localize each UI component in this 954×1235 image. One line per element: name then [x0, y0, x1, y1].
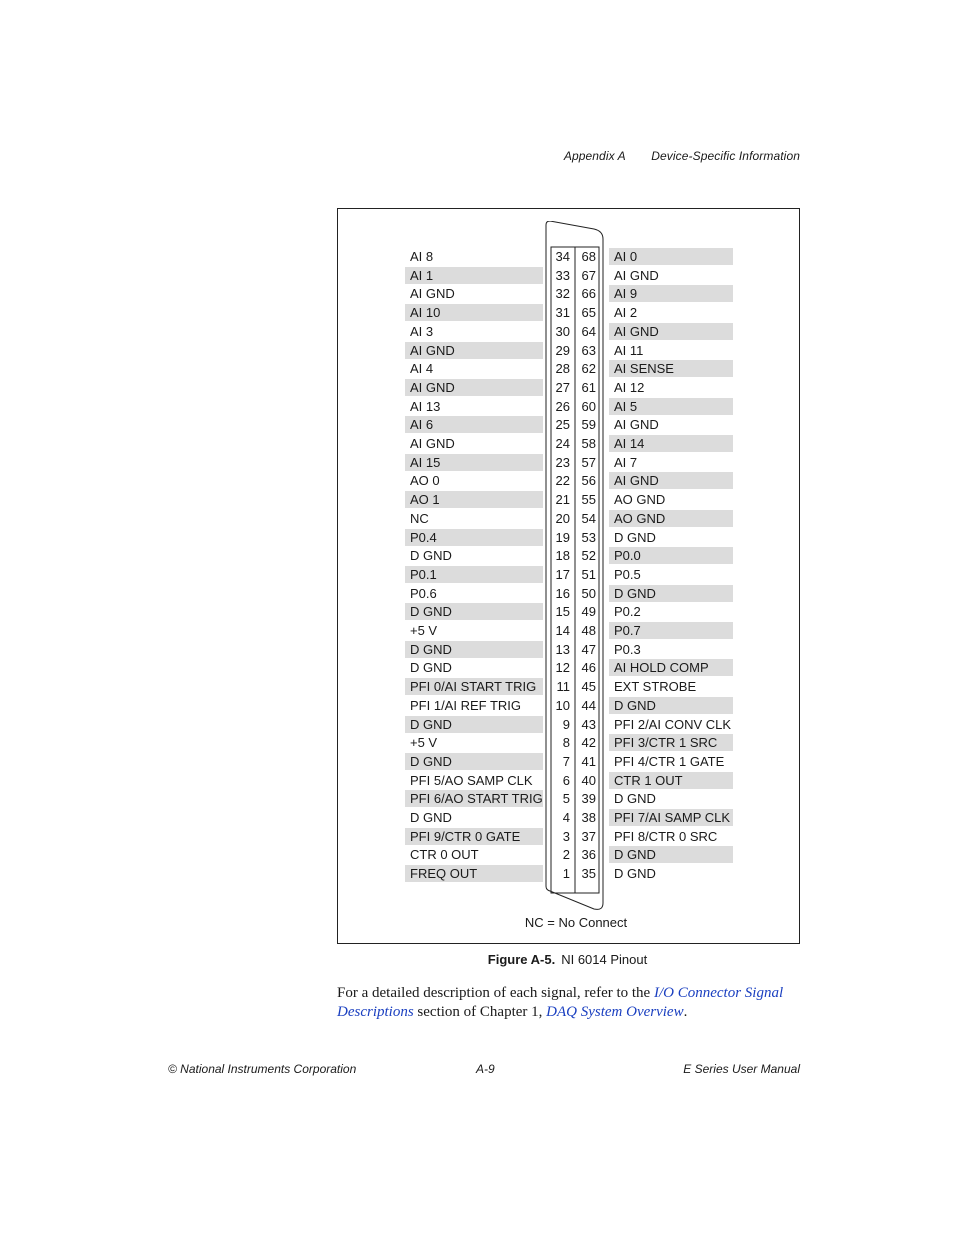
- right-pin-number: 51: [581, 566, 596, 582]
- body-paragraph: [337, 984, 807, 1022]
- left-pin-number: 25: [555, 417, 570, 433]
- right-signal-label: D GND: [609, 585, 733, 602]
- right-pin-number: 42: [581, 735, 596, 751]
- right-signal-label: P0.2: [614, 604, 641, 620]
- right-pin-number: 40: [581, 772, 596, 788]
- figure-caption: [337, 952, 798, 967]
- right-signal-label: AI 9: [609, 285, 733, 302]
- right-pin-number: 61: [581, 379, 596, 395]
- left-signal-label: D GND: [410, 660, 452, 676]
- pinout-row: [338, 622, 799, 640]
- right-pin-number: 56: [581, 473, 596, 489]
- pinout-row: [338, 716, 799, 734]
- right-pin-number: 43: [581, 716, 596, 732]
- left-pin-number: 31: [555, 305, 570, 321]
- left-pin-number: 16: [555, 585, 570, 601]
- nc-legend: NC = No Connect: [524, 915, 628, 930]
- pinout-row: [338, 248, 799, 266]
- right-signal-label: AI GND: [614, 267, 659, 283]
- left-signal-label: AI GND: [410, 286, 455, 302]
- left-signal-label: P0.4: [405, 529, 543, 546]
- pinout-row: [338, 659, 799, 677]
- pinout-row: [338, 285, 799, 303]
- left-signal-label: CTR 0 OUT: [410, 847, 479, 863]
- left-pin-number: 9: [562, 716, 570, 732]
- body-end: .: [683, 1004, 688, 1020]
- right-signal-label: AI 5: [609, 398, 733, 415]
- pinout-row: [338, 603, 799, 621]
- left-pin-number: 32: [555, 286, 570, 302]
- left-signal-label: AI 3: [410, 323, 434, 339]
- pinout-row: [338, 529, 799, 547]
- pinout-row: [338, 267, 799, 285]
- left-signal-label: P0.6: [410, 585, 437, 601]
- right-pin-number: 64: [581, 323, 596, 339]
- left-pin-number: 20: [555, 510, 570, 526]
- left-signal-label: AI 15: [405, 454, 543, 471]
- right-pin-number: 58: [581, 436, 596, 451]
- right-pin-number: 60: [581, 398, 596, 414]
- left-pin-number: 26: [555, 398, 570, 414]
- right-signal-label: AO GND: [609, 510, 733, 527]
- pinout-row: [338, 398, 799, 416]
- right-signal-label: P0.0: [609, 547, 733, 564]
- left-signal-label: AI GND: [410, 436, 455, 451]
- left-signal-label: PFI 6/AO START TRIG: [405, 790, 543, 807]
- left-signal-label: P0.1: [405, 566, 543, 583]
- right-signal-label: PFI 2/AI CONV CLK: [614, 716, 732, 732]
- right-signal-label: AI 7: [614, 454, 638, 470]
- left-signal-label: NC: [410, 510, 429, 526]
- right-signal-label: PFI 3/CTR 1 SRC: [609, 734, 733, 751]
- right-signal-label: AI 2: [614, 305, 638, 321]
- left-pin-number: 34: [555, 249, 570, 264]
- right-pin-number: 62: [581, 361, 596, 377]
- right-pin-number: 36: [581, 847, 596, 863]
- right-signal-label: AI GND: [614, 417, 659, 433]
- page-footer: [168, 1062, 800, 1078]
- right-signal-label: D GND: [609, 697, 733, 714]
- right-pin-number: 68: [581, 249, 596, 264]
- right-signal-label: P0.5: [614, 566, 641, 582]
- pinout-row: [338, 416, 799, 434]
- right-pin-number: 63: [581, 342, 596, 358]
- page-header: [564, 149, 800, 163]
- right-signal-label: PFI 4/CTR 1 GATE: [614, 753, 725, 769]
- pinout-row: [338, 772, 799, 790]
- right-pin-number: 52: [581, 548, 596, 564]
- figure-title: NI 6014 Pinout: [561, 952, 648, 967]
- left-signal-label: AI 10: [405, 304, 543, 321]
- left-signal-label: AI 4: [410, 361, 434, 377]
- pinout-row: [338, 828, 799, 846]
- pinout-row: [338, 454, 799, 472]
- left-signal-label: D GND: [405, 603, 543, 620]
- pinout-row: [338, 491, 799, 509]
- footer-page-number: A-9: [476, 1062, 495, 1076]
- pinout-row: [338, 435, 799, 453]
- figure-label: Figure A-5.: [487, 952, 556, 967]
- left-pin-number: 23: [555, 454, 570, 470]
- right-signal-label: AI 0: [609, 248, 733, 265]
- right-signal-label: AI 12: [614, 379, 645, 395]
- left-pin-number: 4: [562, 810, 570, 825]
- left-signal-label: PFI 9/CTR 0 GATE: [405, 828, 543, 845]
- left-pin-number: 15: [555, 604, 570, 620]
- right-pin-number: 46: [581, 660, 596, 676]
- left-signal-label: D GND: [410, 548, 452, 564]
- left-signal-label: AI 1: [405, 267, 543, 284]
- pinout-row: [338, 379, 799, 397]
- left-signal-label: AI 8: [410, 249, 434, 264]
- left-pin-number: 5: [562, 791, 570, 807]
- pinout-figure: [337, 208, 800, 944]
- right-pin-number: 41: [581, 753, 596, 769]
- pinout-row: [338, 790, 799, 808]
- left-pin-number: 14: [555, 623, 570, 638]
- right-pin-number: 54: [581, 510, 596, 526]
- right-pin-number: 50: [581, 585, 596, 601]
- right-signal-label: CTR 1 OUT: [609, 772, 733, 789]
- right-signal-label: AI GND: [609, 472, 733, 489]
- left-signal-label: AI 13: [410, 398, 441, 414]
- right-signal-label: EXT STROBE: [614, 679, 697, 695]
- left-pin-number: 2: [562, 847, 570, 863]
- right-pin-number: 59: [581, 417, 596, 433]
- left-pin-number: 3: [562, 828, 570, 844]
- left-signal-label: D GND: [405, 641, 543, 658]
- pinout-row: [338, 323, 799, 341]
- left-signal-label: +5 V: [410, 735, 438, 751]
- right-pin-number: 35: [581, 866, 596, 882]
- pinout-row: [338, 342, 799, 360]
- left-pin-number: 28: [555, 361, 570, 377]
- right-signal-label: D GND: [614, 791, 656, 807]
- left-pin-number: 12: [555, 660, 570, 676]
- pinout-row: [338, 734, 799, 752]
- right-signal-label: AI SENSE: [609, 360, 733, 377]
- footer-manual-title: E Series User Manual: [683, 1062, 800, 1076]
- right-signal-label: AI HOLD COMP: [609, 659, 733, 676]
- pinout-row: [338, 753, 799, 771]
- right-pin-number: 44: [581, 697, 596, 713]
- right-pin-number: 37: [581, 828, 596, 844]
- left-signal-label: AI 6: [405, 416, 543, 433]
- left-pin-number: 11: [556, 679, 570, 695]
- left-pin-number: 21: [555, 492, 570, 508]
- left-signal-label: D GND: [405, 716, 543, 733]
- body-middle: section of Chapter 1,: [413, 1004, 547, 1020]
- pinout-row: [338, 547, 799, 565]
- right-pin-number: 57: [581, 454, 596, 470]
- right-signal-label: D GND: [609, 846, 733, 863]
- left-signal-label: D GND: [410, 810, 452, 825]
- left-signal-label: PFI 5/AO SAMP CLK: [410, 772, 533, 788]
- right-signal-label: D GND: [614, 529, 656, 545]
- right-pin-number: 39: [581, 791, 596, 807]
- right-pin-number: 65: [581, 305, 596, 321]
- left-pin-number: 24: [555, 436, 570, 451]
- right-pin-number: 55: [581, 492, 596, 508]
- left-pin-number: 8: [562, 735, 570, 751]
- body-intro: For a detailed description of each signal, refer to the: [337, 985, 654, 1001]
- left-pin-number: 27: [555, 379, 570, 395]
- left-pin-number: 29: [555, 342, 570, 358]
- pinout-row: [338, 865, 799, 883]
- pinout-row: [338, 304, 799, 322]
- left-pin-number: 17: [555, 566, 570, 582]
- left-signal-label: AI GND: [405, 342, 543, 359]
- left-signal-label: AI GND: [405, 379, 543, 396]
- right-signal-label: AI 11: [614, 342, 644, 358]
- left-pin-number: 1: [562, 866, 570, 882]
- left-signal-label: PFI 0/AI START TRIG: [405, 678, 543, 695]
- signal-descriptions-link[interactable]: I/O Connector Signal Descriptions: [337, 985, 784, 1020]
- left-pin-number: 33: [555, 267, 570, 283]
- pinout-row: [338, 510, 799, 528]
- left-pin-number: 18: [555, 548, 570, 564]
- right-pin-number: 48: [581, 623, 596, 638]
- pinout-row: [338, 360, 799, 378]
- pinout-row: [338, 697, 799, 715]
- right-signal-label: PFI 8/CTR 0 SRC: [614, 828, 718, 844]
- pinout-row: [338, 641, 799, 659]
- pinout-row: [338, 472, 799, 490]
- left-pin-number: 7: [562, 753, 570, 769]
- right-signal-label: PFI 7/AI SAMP CLK: [609, 809, 733, 826]
- right-signal-label: P0.7: [609, 622, 733, 639]
- right-pin-number: 45: [581, 679, 596, 695]
- left-pin-number: 30: [555, 323, 570, 339]
- left-pin-number: 6: [562, 772, 570, 788]
- footer-copyright: © National Instruments Corporation: [168, 1062, 357, 1076]
- left-signal-label: PFI 1/AI REF TRIG: [410, 697, 522, 713]
- right-signal-label: AO GND: [614, 492, 666, 508]
- pinout-row: [338, 585, 799, 603]
- right-signal-label: AI 14: [609, 435, 733, 452]
- header-chapter: Appendix A: [563, 149, 626, 163]
- right-pin-number: 53: [581, 529, 596, 545]
- left-signal-label: AO 1: [405, 491, 543, 508]
- right-pin-number: 67: [581, 267, 596, 283]
- left-signal-label: AO 0: [410, 473, 440, 489]
- left-signal-label: FREQ OUT: [405, 865, 543, 882]
- right-signal-label: AI GND: [609, 323, 733, 340]
- right-pin-number: 38: [581, 810, 596, 825]
- pinout-row: [338, 678, 799, 696]
- header-title: Device-Specific Information: [651, 149, 800, 163]
- left-signal-label: D GND: [405, 753, 543, 770]
- pinout-row: [338, 566, 799, 584]
- right-pin-number: 47: [581, 641, 596, 657]
- left-pin-number: 22: [555, 473, 570, 489]
- daq-overview-link[interactable]: DAQ System Overview: [546, 1004, 684, 1020]
- pinout-row: [338, 809, 799, 827]
- left-pin-number: 19: [555, 529, 570, 545]
- right-signal-label: D GND: [614, 866, 656, 882]
- right-signal-label: P0.3: [614, 641, 641, 657]
- left-signal-label: +5 V: [410, 623, 438, 638]
- pinout-row: [338, 846, 799, 864]
- right-pin-number: 49: [581, 604, 596, 620]
- right-pin-number: 66: [581, 286, 596, 302]
- left-pin-number: 13: [555, 641, 570, 657]
- left-pin-number: 10: [555, 697, 570, 713]
